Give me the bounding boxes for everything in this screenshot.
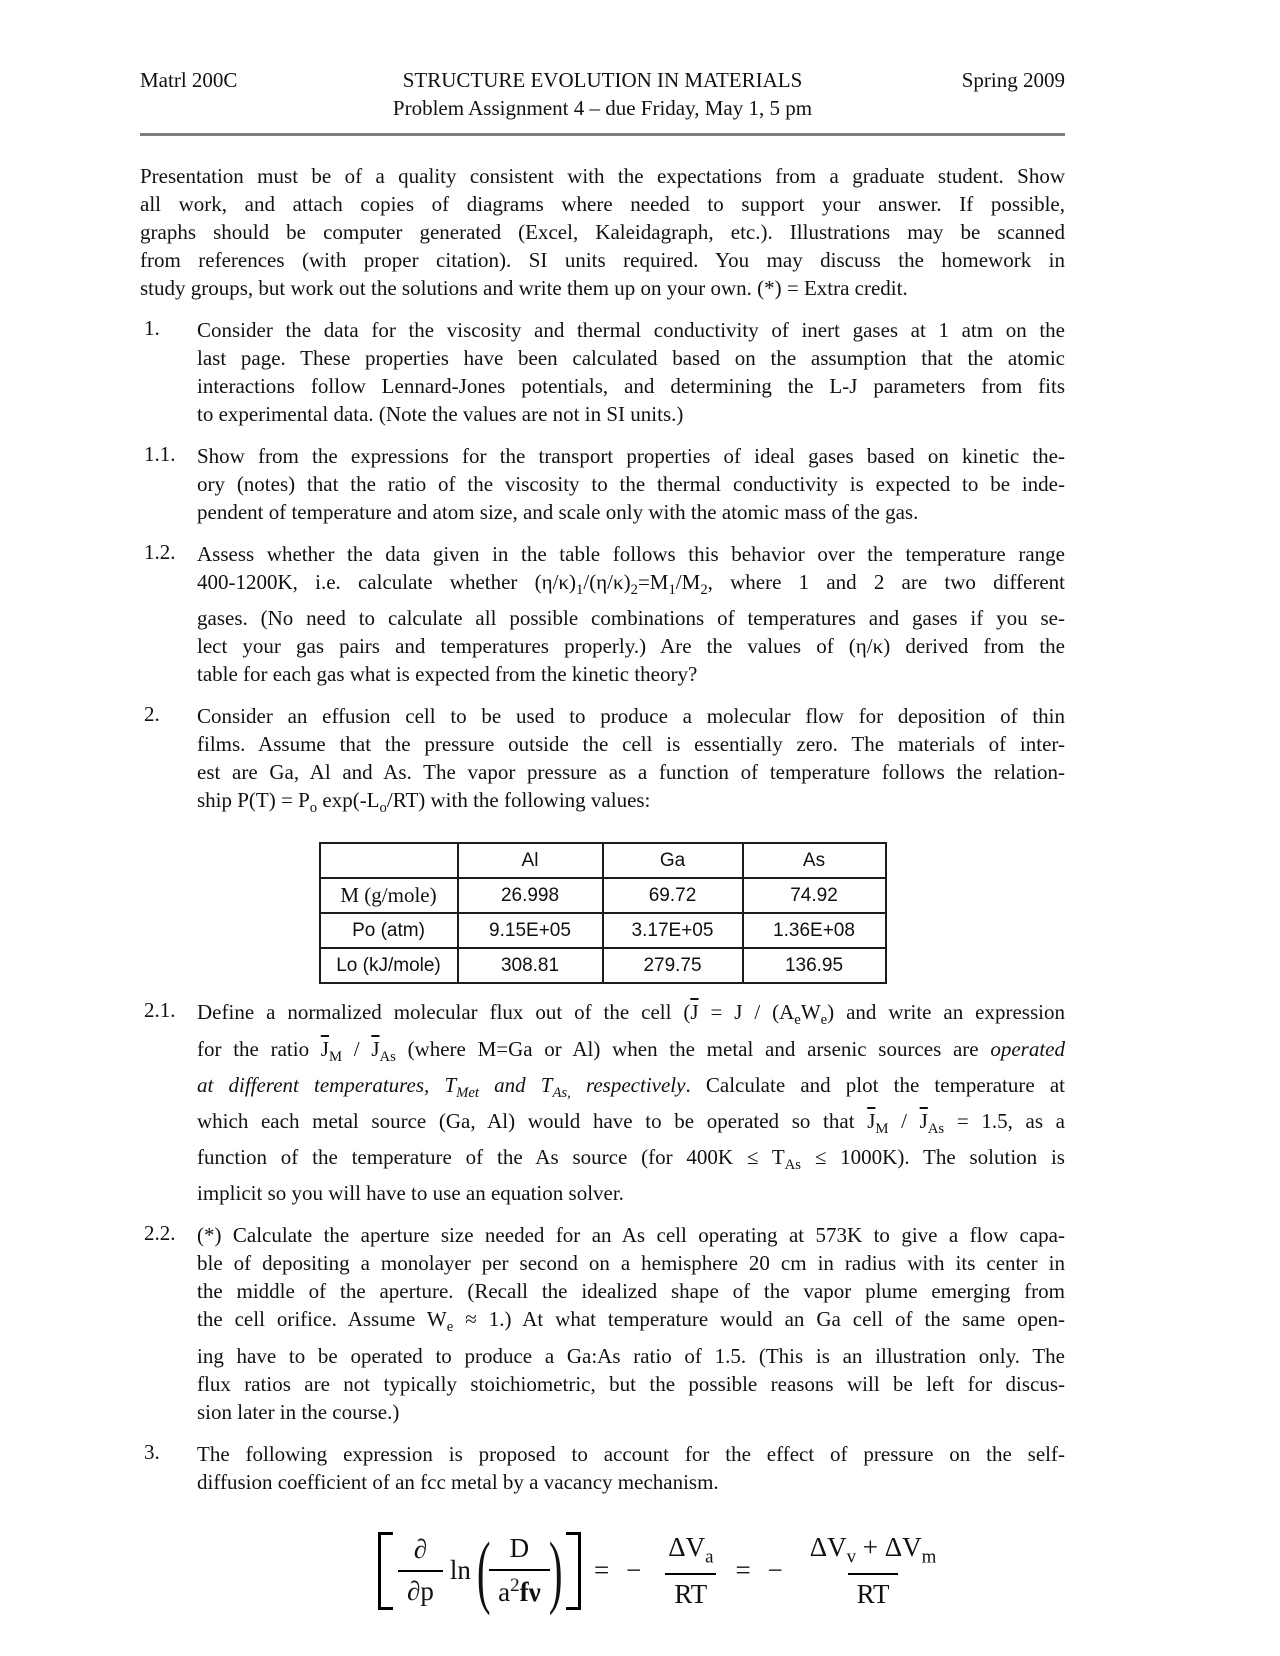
text-line: The following expression is proposed to account for the effect of pressure on the self-	[197, 1441, 1065, 1466]
diffusivity-fraction	[489, 1533, 550, 1608]
table-cell: 74.92	[743, 878, 886, 913]
table-row	[320, 913, 886, 948]
problem-item	[140, 442, 1065, 526]
text-line: est are Ga, Al and As. The vapor pressure as a function of temperature follows the relation-	[197, 760, 1065, 785]
problem-item	[140, 998, 1065, 1207]
vacancy-migration-den: RT	[848, 1573, 899, 1610]
table-cell: 279.75	[603, 948, 743, 983]
text-line: last page. These properties have been calculated based on the assumption that the atomic	[197, 346, 1065, 370]
text-line: pendent of temperature and atom size, and scale only with the atomic mass of the gas.	[197, 500, 919, 524]
text-line: flux ratios are not typically stoichiometric, but the possible reasons will be left for discus-	[197, 1371, 1065, 1396]
text-line: table for each gas what is expected from the kinetic theory?	[197, 662, 698, 687]
item-text	[197, 316, 1065, 428]
item-text	[197, 702, 1065, 822]
item-number: 1.1.	[144, 442, 176, 466]
text-line: interactions follow Lennard-Jones potentials, and determining the L-J parameters from fits	[197, 374, 1065, 398]
text-line: from references (with proper citation). SI units required. You may discuss the homework in	[140, 248, 1065, 272]
equals-minus-1: = −	[594, 1555, 647, 1586]
text-line: lect your gas pairs and temperatures properly.) Are the values of (η/κ) derived from the	[197, 634, 1065, 659]
table-col-header: Al	[458, 843, 603, 878]
item-number: 2.1.	[144, 998, 176, 1023]
partial-num: ∂	[413, 1534, 428, 1565]
text-line: diffusion coefficient of an fcc metal by a vacancy mechanism.	[197, 1469, 719, 1494]
text-line: implicit so you will have to use an equation solver.	[197, 1181, 624, 1206]
item-text	[197, 998, 1065, 1207]
table-col-header: As	[743, 843, 886, 878]
vacancy-migration-num: $\Delta V_v + \Delta V_m$	[809, 1531, 937, 1567]
item-number: 2.	[144, 702, 160, 727]
text-line: graphs should be computer generated (Excel, Kaleidagraph, etc.). Illustrations may be scanned	[140, 220, 1065, 244]
left-bracket	[378, 1532, 393, 1610]
table-corner-cell	[320, 843, 458, 878]
table-row	[320, 878, 886, 913]
pressure-diffusion-equation	[378, 1526, 1065, 1616]
header-rule	[140, 133, 1065, 136]
intro-paragraph	[140, 162, 1065, 302]
item-number: 3.	[144, 1439, 160, 1464]
activation-volume-den: RT	[665, 1573, 716, 1610]
table-body	[320, 878, 886, 983]
partial-derivative-fraction	[398, 1534, 443, 1607]
table-cell: 69.72	[603, 878, 743, 913]
row-label: M (g/mole)	[320, 878, 458, 913]
item-number: 1.2.	[144, 540, 176, 564]
assignment-page	[140, 0, 1065, 1616]
text-line: gases. (No need to calculate all possible combinations of temperatures and gases if you se-	[197, 606, 1065, 631]
problem-item	[140, 702, 1065, 822]
row-label: Lo (kJ/mole)	[320, 948, 458, 983]
item-number: 1.	[144, 316, 160, 340]
text-line: 400-1200K, i.e. calculate whether $(\eta/\kappa)_1/(\eta/\kappa)_2=M_1/M_2$, where 1 and 2 are two different	[197, 570, 1065, 599]
text-line: ble of depositing a monolayer per second on a hemisphere 20 cm in radius with its center in	[197, 1251, 1065, 1276]
text-line: all work, and attach copies of diagrams where needed to support your answer. If possible,	[140, 192, 1065, 216]
text-line: Assess whether the data given in the table follows this behavior over the temperature range	[197, 542, 1065, 566]
table-cell: 308.81	[458, 948, 603, 983]
doc-subtitle: Problem Assignment 4 – due Friday, May 1, 5 pm	[392, 96, 813, 120]
doc-title: STRUCTURE EVOLUTION IN MATERIALS	[402, 68, 803, 92]
doc-header	[140, 68, 1065, 93]
item-number: 2.2.	[144, 1221, 176, 1246]
table-cell: 136.95	[743, 948, 886, 983]
course-code: Matrl 200C	[140, 68, 238, 92]
text-line: ship $P(T) = P_o$ $\exp(-L_o/RT)$ with the following values:	[197, 788, 651, 817]
diffusivity-den: $a^2f\nu$	[489, 1569, 550, 1608]
term-label: Spring 2009	[961, 68, 1065, 92]
ln-operator: ln	[449, 1555, 471, 1586]
text-line: ing have to be operated to produce a Ga:As ratio of 1.5. (This is an illustration only. The	[197, 1343, 1065, 1368]
vacancy-migration-fraction	[801, 1532, 946, 1610]
activation-volume-fraction	[659, 1532, 722, 1610]
text-line: films. Assume that the pressure outside the cell is essentially zero. The materials of inter-	[197, 732, 1065, 757]
vapor-pressure-table	[319, 842, 887, 984]
activation-volume-num: $\Delta V_a$	[668, 1531, 714, 1567]
problem-item	[140, 540, 1065, 688]
text-line: Presentation must be of a quality consistent with the expectations from a graduate student. Show	[140, 164, 1065, 188]
text-line: the cell orifice. Assume $W_e \approx 1$.) At what temperature would an Ga cell of the same open-	[197, 1307, 1065, 1336]
text-line: which each metal source (Ga, Al) would have to be operated so that $\overline{J}_M / \overline{J}_{As} = 1.5$, as a	[197, 1108, 1065, 1138]
problem-item	[140, 316, 1065, 428]
text-line: study groups, but work out the solutions and write them up on your own. (*) = Extra credit.	[140, 276, 908, 300]
text-line: ory (notes) that the ratio of the viscosity to the thermal conductivity is expected to be inde-	[197, 472, 1065, 496]
text-line: for the ratio $\overline{J}_M / \overline{J}_{As}$ (where M=Ga or Al) when the metal and arsenic sources are operated	[197, 1036, 1065, 1065]
right-paren: )	[548, 1524, 563, 1616]
table-cell: 26.998	[458, 878, 603, 913]
text-line: Define a normalized molecular flux out of the cell ($\overline{J} = J / (A_eW_e)$ and write an expression	[197, 1000, 1065, 1029]
text-line: (*) Calculate the aperture size needed for an As cell operating at 573K to give a flow capa-	[197, 1223, 1065, 1248]
text-line: Consider an effusion cell to be used to produce a molecular flow for deposition of thin	[197, 704, 1065, 729]
table-cell: 1.36E+08	[743, 913, 886, 948]
item-text	[140, 162, 1065, 302]
item-text	[197, 1221, 1065, 1425]
document-body-top	[140, 162, 1065, 822]
text-line: Consider the data for the viscosity and thermal conductivity of inert gases at 1 atm on the	[197, 318, 1065, 342]
document-body-bottom	[140, 998, 1065, 1495]
text-line: to experimental data. (Note the values are not in SI units.)	[197, 402, 684, 426]
table-row	[320, 948, 886, 983]
diffusivity-num: D	[509, 1533, 530, 1564]
item-text	[197, 1440, 1065, 1496]
item-text	[197, 442, 1065, 526]
problem-item	[140, 1221, 1065, 1425]
table-cell: 3.17E+05	[603, 913, 743, 948]
row-label: Po (atm)	[320, 913, 458, 948]
text-line: at different temperatures, $T_{Met}$ and $T_{As,}$ respectively. Calculate and plot the temperature at	[197, 1072, 1065, 1101]
text-line: function of the temperature of the As source (for $400K \le T_{As} \le 1000K$). The solution is	[197, 1145, 1065, 1174]
table-cell: 9.15E+05	[458, 913, 603, 948]
right-bracket	[566, 1532, 581, 1610]
problem-item	[140, 1440, 1065, 1496]
text-line: the middle of the aperture. (Recall the idealized shape of the vapor plume emerging from	[197, 1279, 1065, 1304]
equals-minus-2: = −	[735, 1555, 788, 1586]
text-line: Show from the expressions for the transport properties of ideal gases based on kinetic the-	[197, 444, 1065, 468]
partial-den: ∂p	[398, 1570, 443, 1607]
text-line: sion later in the course.)	[197, 1399, 400, 1424]
table-col-header: Ga	[603, 843, 743, 878]
item-text	[197, 540, 1065, 688]
table-header	[320, 843, 886, 878]
left-paren: (	[476, 1524, 491, 1616]
